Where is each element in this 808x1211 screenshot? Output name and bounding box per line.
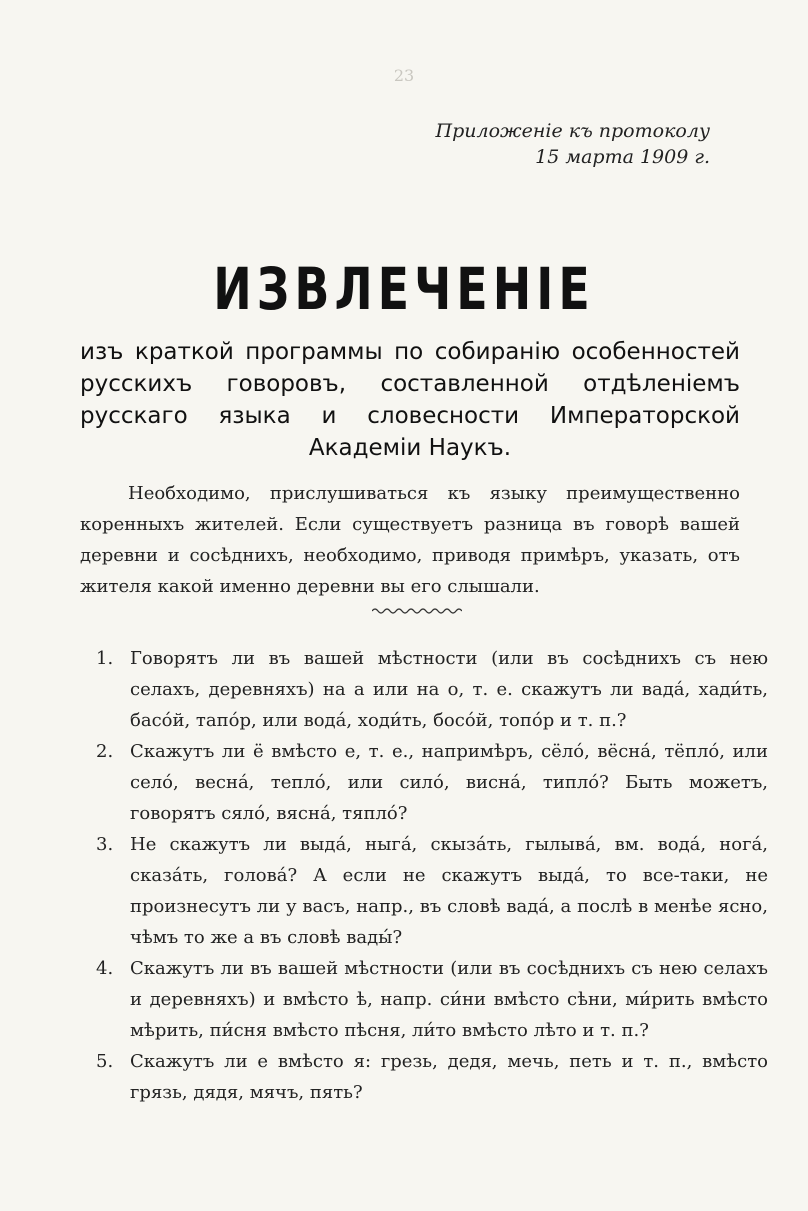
question-text: Скажутъ ли ё вмѣсто е, т. е., напримѣръ, сёло́, вёсна́, тёпло́, или село́, весна́, тепло́, или сило́, висна́, типло́? Быть можетъ, говорятъ сяло́, вясна́, тяпло́? (130, 741, 768, 824)
question-number: 1. (96, 648, 114, 669)
question-number: 4. (96, 958, 114, 979)
question-item (96, 829, 768, 953)
wavy-divider (372, 606, 462, 616)
document-subtitle: изъ краткой программы по собиранію особенностей русскихъ говоровъ, составленной отдѣленіемъ русскаго языка и словесности Императорской Академіи Наукъ. (80, 339, 740, 461)
question-item (96, 736, 768, 829)
question-number: 3. (96, 834, 114, 855)
intro-paragraph: Необходимо, прислушиваться къ языку преимущественно коренныхъ жителей. Если существуетъ разница въ говорѣ вашей деревни и сосѣднихъ, необходимо, приводя примѣръ, указать, отъ жителя какой именно деревни вы его слышали. (80, 483, 740, 597)
question-text: Не скажутъ ли выда́, ныга́, скыза́ть, гылыва́, вм. вода́, нога́, сказа́ть, голова́? А если не скажутъ выда́, то все-таки, не произнесутъ ли у васъ, напр., въ словѣ вада́, а послѣ в менѣе ясно, чѣмъ то же а въ словѣ вады́? (130, 834, 768, 948)
document-title: ИЗВЛЕЧЕНІЕ (213, 255, 595, 323)
question-item (96, 953, 768, 1046)
question-text: Скажутъ ли е вмѣсто я: грезь, дедя, мечь, петь и т. п., вмѣсто грязь, дядя, мячъ, пять? (130, 1051, 768, 1103)
appendix-note-line2: 15 марта 1909 г. (535, 146, 710, 168)
question-item (96, 1046, 768, 1108)
question-number: 2. (96, 741, 114, 762)
page-number: 23 (393, 66, 415, 85)
question-text: Скажутъ ли въ вашей мѣстности (или въ сосѣднихъ съ нею селахъ и деревняхъ) и вмѣсто ѣ, напр. си́ни вмѣсто сѣни, ми́рить вмѣсто мѣрить, пи́сня вмѣсто пѣсня, ли́то вмѣсто лѣто и т. п.? (130, 958, 768, 1041)
appendix-note-line1: Приложеніе къ протоколу (435, 120, 710, 142)
question-text: Говорятъ ли въ вашей мѣстности (или въ сосѣднихъ съ нею селахъ, деревняхъ) на а или на о, т. е. скажутъ ли вада́, хади́ть, басо́й, тапо́р, или вода́, ходи́ть, босо́й, топо́р и т. п.? (130, 648, 768, 731)
question-item (96, 643, 768, 736)
question-list (96, 643, 768, 1108)
appendix-note (436, 118, 710, 170)
question-number: 5. (96, 1051, 114, 1072)
